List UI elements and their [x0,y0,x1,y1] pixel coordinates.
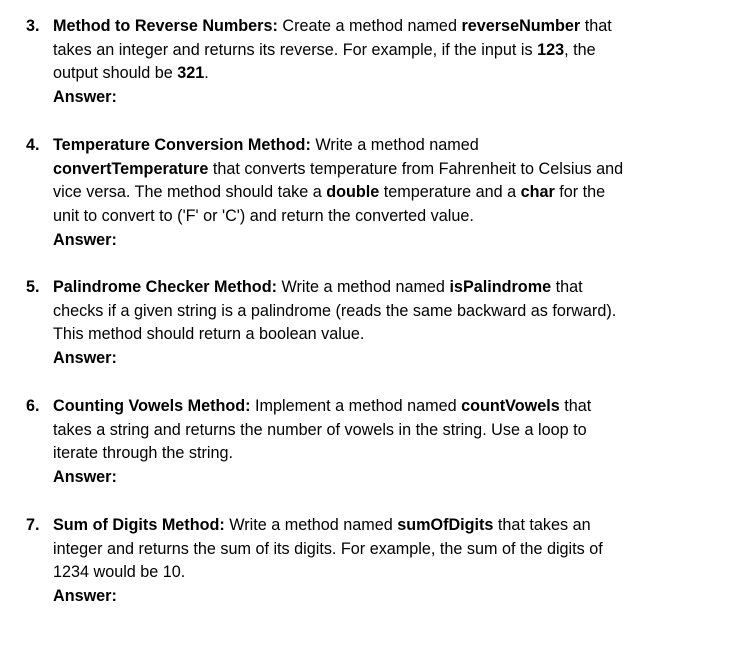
question-text: that [551,278,583,296]
question-line [53,181,713,205]
question-number: 4. [26,136,40,154]
method-name: reverseNumber [461,17,581,35]
question-title: Palindrome Checker Method: [53,278,277,296]
example-input: 123 [537,40,565,59]
question-body [53,395,713,490]
type-keyword: double [326,183,380,202]
question-line [53,134,713,158]
question-line [53,538,713,562]
question-text: that converts temperature from Fahrenheit to Celsius and [208,159,624,178]
question-body [53,276,713,371]
question-text: 1234 would be 10. [53,563,186,582]
question-text: Write a method named [224,516,398,534]
question-number: 6. [26,397,40,415]
question-title: Sum of Digits Method: [53,516,225,534]
question-line [53,39,713,63]
question-text: for the [554,183,606,202]
question-text: . [204,64,209,83]
method-name: convertTemperature [53,159,209,178]
question-text: that takes an [493,516,591,534]
question-line [53,62,713,86]
question-text: Write a method named [310,136,479,154]
question-text: This method should return a boolean value. [53,325,365,344]
question-number: 7. [26,516,40,534]
question-title: Counting Vowels Method: [53,397,251,415]
question-text: that [580,17,612,35]
method-name: sumOfDigits [397,516,494,534]
question-line [53,300,713,324]
question-text: takes a string and returns the number of vowels in the string. Use a loop to [53,420,587,439]
question-line [53,514,713,538]
question-line [53,158,713,182]
answer-label: Answer: [53,230,117,249]
question-text: iterate through the string. [53,444,233,463]
question-text: takes an integer and returns its reverse. For example, if the input is [53,40,538,59]
answer-label: Answer: [53,349,117,368]
question-body [53,134,713,253]
question-text: checks if a given string is a palindrome (reads the same backward as forward). [53,301,617,320]
method-name: isPalindrome [449,278,552,296]
question-line [53,15,713,39]
question-number: 3. [26,17,40,35]
question-text: vice versa. The method should take a [53,183,327,202]
question-text: output should be [53,64,178,83]
question-body [53,15,713,110]
method-name: countVowels [461,397,560,415]
answer-label: Answer: [53,88,117,107]
answer-label: Answer: [53,468,117,487]
question-number: 5. [26,278,40,296]
question-text: Create a method named [277,17,462,35]
question-line [53,395,713,419]
question-text: Write a method named [276,278,450,296]
question-title: Temperature Conversion Method: [53,136,311,154]
example-output: 321 [177,64,205,83]
question-line [53,205,713,229]
question-title: Method to Reverse Numbers: [53,17,278,35]
question-line [53,561,713,585]
question-line [53,276,713,300]
question-body [53,514,713,609]
question-text: , the [564,40,596,59]
answer-label: Answer: [53,587,117,606]
question-line [53,442,713,466]
type-keyword: char [520,183,555,202]
question-line [53,323,713,347]
question-text: that [559,397,592,415]
question-text: temperature and a [379,183,521,202]
question-text: unit to convert to ('F' or 'C') and return the converted value. [53,207,474,226]
question-text: integer and returns the sum of its digits. For example, the sum of the digits of [53,539,603,558]
question-line [53,419,713,443]
question-text: Implement a method named [250,397,462,415]
